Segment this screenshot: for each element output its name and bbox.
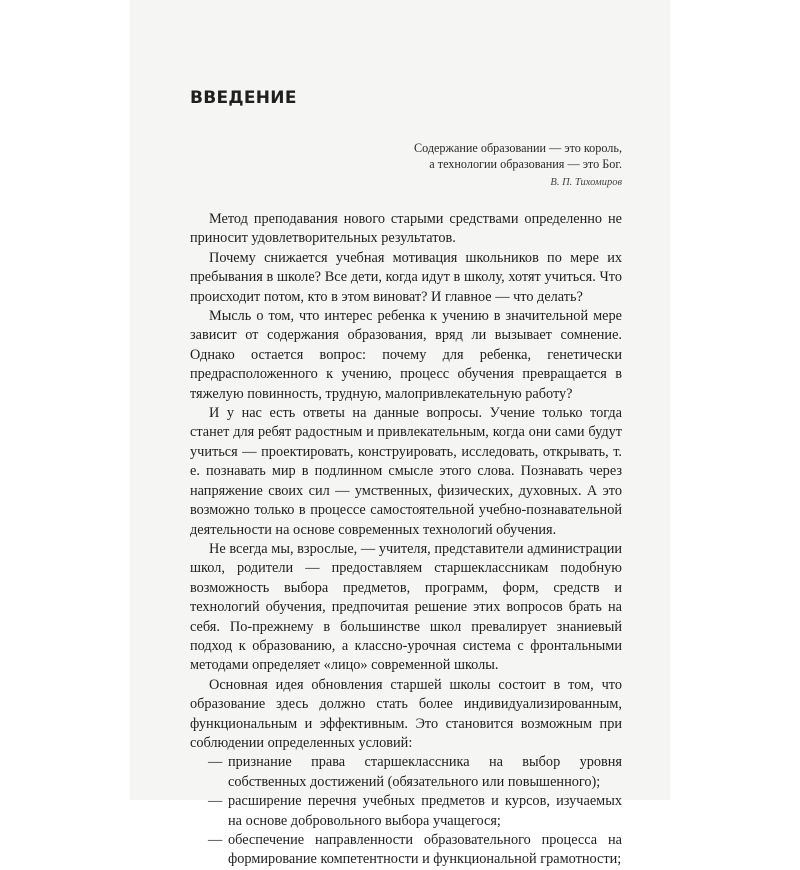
paragraph: Не всегда мы, взрослые, — учителя, представители администрации школ, родители — предоставляем старшеклассникам подобную возможность выбора предметов, программ, форм, средств и технологий обучения, предпочитая решение этих вопросов брать на себя. По-прежнему в большинстве школ превалирует знаниевый подход к образованию, а классно-урочная система с фронтальными методами определяет «лицо» современной школы. [190, 540, 622, 674]
list-dash: — [208, 793, 223, 810]
epigraph [190, 140, 622, 191]
list-item-text: расширение перечня учебных предметов и курсов, изучаемых на основе добровольного выбора учащегося; [228, 793, 622, 829]
list-dash: — [208, 754, 223, 771]
paragraph: И у нас есть ответы на данные вопросы. Учение только тогда станет для ребят радостным и привлекательным, когда они сами будут учиться — проектировать, конструировать, исследовать, открывать, т. е. познавать мир в подлинном смысле этого слова. Познавать через напряжение своих сил — умственных, физических, духовных. А это возможно только в процессе самостоятельной учебно-познавательной деятельности на основе современных технологий обучения. [190, 405, 622, 538]
list-item [190, 831, 622, 870]
epigraph-author: В. П. Тихомиров [550, 177, 622, 188]
body-text [190, 210, 622, 870]
paragraph: Мысль о том, что интерес ребенка к учению в значительной мере зависит от содержания образования, вряд ли вызывает сомнение. Однако остается вопрос: почему для ребенка, генетически предрасположенного к учению, процесс обучения превращается в тяжелую повинность, трудную, малопривлекательную работу? [190, 308, 622, 402]
list-item [190, 753, 622, 792]
conditions-list [190, 753, 622, 869]
chapter-title: ВВЕДЕНИЕ [190, 88, 297, 108]
paragraph: Основная идея обновления старшей школы состоит в том, что образование здесь должно стать более индивидуализированным, функциональным и эффективным. Это становится возможным при соблюдении определенных условий: [190, 676, 622, 751]
page-content [190, 86, 622, 870]
epigraph-line-1: Содержание образовании — это король, [413, 141, 622, 155]
list-dash: — [208, 832, 223, 848]
epigraph-line-2: а технологии образования — это Бог. [429, 157, 622, 171]
list-item-text: обеспечение направленности образовательного процесса на формирование компетентности и функциональной грамотности; [228, 832, 622, 868]
paragraph: Почему снижается учебная мотивация школьников по мере их пребывания в школе? Все дети, когда идут в школу, хотят учиться. Что происходит потом, кто в этом виноват? И главное — что делать? [190, 249, 622, 305]
paragraph: Метод преподавания нового старыми средствами определенно не приносит удовлетворительных результатов. [190, 211, 622, 247]
list-item [190, 792, 622, 831]
list-item-text: признание права старшеклассника на выбор уровня собственных достижений (обязательного или повышенного); [228, 754, 622, 790]
